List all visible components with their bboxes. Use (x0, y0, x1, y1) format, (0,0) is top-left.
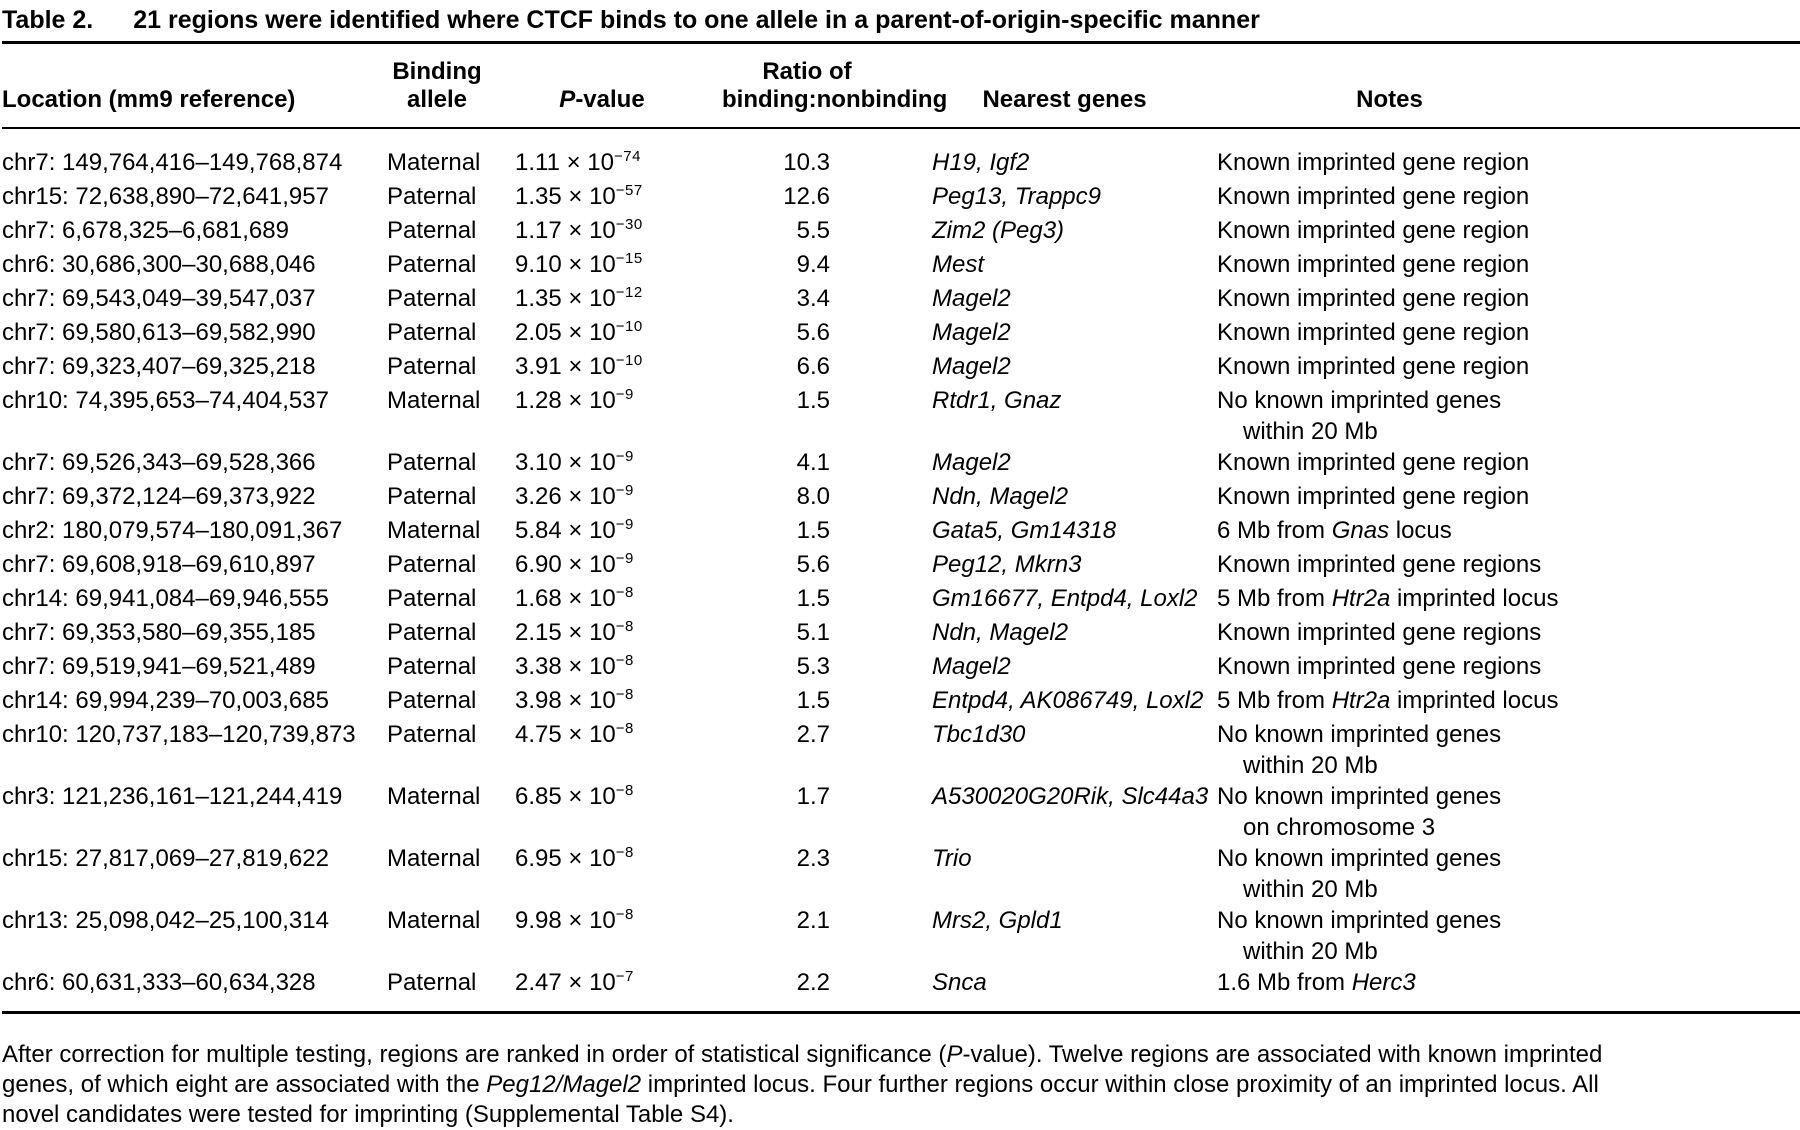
location-cell: chr7: 69,323,407–69,325,218 (2, 353, 316, 380)
binding-allele-cell: Maternal (387, 907, 481, 934)
italic-text-segment: P (946, 1041, 963, 1068)
header-binding-allele-line2: allele (406, 86, 468, 113)
column-spacer (832, 481, 932, 515)
pvalue-cell: $1.28 \times 10^{-9}$ (515, 386, 634, 414)
text-segment: Known imprinted gene region (1217, 285, 1530, 312)
text-segment: Known imprinted gene regions (1217, 551, 1542, 578)
location-cell: chr10: 74,395,653–74,404,537 (2, 387, 329, 414)
text-segment: No known imprinted genes (1217, 783, 1502, 810)
nearest-genes-cell: Magel2 (932, 285, 1011, 312)
nearest-genes-cell: A530020G20Rik, Slc44a3 (932, 783, 1209, 810)
binding-allele-cell: Paternal (387, 687, 477, 714)
pvalue-cell: $1.35 \times 10^{-57}$ (515, 182, 643, 210)
location-cell: chr2: 180,079,574–180,091,367 (2, 517, 343, 544)
location-cell: chr7: 69,580,613–69,582,990 (2, 319, 316, 346)
pvalue-cell: $2.05 \times 10^{-10}$ (515, 318, 643, 346)
nearest-genes-cell: Snca (932, 969, 987, 996)
notes-cell (1217, 215, 1800, 249)
nearest-genes-cell: Magel2 (932, 449, 1011, 476)
regions-table-body (2, 129, 1800, 1011)
regions-table (2, 44, 1800, 127)
text-segment: Known imprinted gene regions (1217, 653, 1542, 680)
text-segment: -value). Twelve regions are associated with known imprinted (962, 1041, 1603, 1068)
note-continuation-line (1217, 416, 1800, 447)
text-segment: genes, of which eight are associated with the (2, 1071, 487, 1098)
note-line (1217, 181, 1800, 212)
ratio-cell: 6.6 (796, 353, 830, 380)
location-cell: chr7: 69,543,049–39,547,037 (2, 285, 316, 312)
pvalue-cell: $9.10 \times 10^{-15}$ (515, 250, 643, 278)
binding-allele-cell: Paternal (387, 449, 477, 476)
binding-allele-cell: Paternal (387, 285, 477, 312)
ratio-cell: 5.6 (796, 551, 830, 578)
ratio-cell: 8.0 (796, 483, 830, 510)
table-row (2, 967, 1800, 1011)
table-row (2, 583, 1800, 617)
column-spacer (832, 843, 932, 905)
table-row (2, 719, 1800, 781)
column-spacer (832, 651, 932, 685)
pvalue-cell: $3.10 \times 10^{-9}$ (515, 448, 634, 476)
text-segment: within 20 Mb (1243, 876, 1378, 903)
notes-cell (1217, 905, 1800, 967)
pvalue-exponent: −8 (615, 782, 634, 799)
pvalue-cell: $2.15 \times 10^{-8}$ (515, 618, 634, 646)
table-row (2, 447, 1800, 481)
text-segment: locus (1389, 517, 1452, 544)
column-spacer (832, 283, 932, 317)
header-pvalue-rest: -value (575, 86, 645, 113)
table-row (2, 249, 1800, 283)
pvalue-cell: $1.11 \times 10^{-74}$ (515, 148, 641, 176)
pvalue-exponent: −74 (613, 148, 641, 165)
pvalue-exponent: −8 (615, 844, 634, 861)
text-segment: Known imprinted gene region (1217, 319, 1530, 346)
text-segment: within 20 Mb (1243, 418, 1378, 445)
ratio-cell: 4.1 (796, 449, 830, 476)
notes-cell (1217, 843, 1800, 905)
location-cell: chr7: 69,519,941–69,521,489 (2, 653, 316, 680)
ratio-cell: 2.1 (796, 907, 830, 934)
note-continuation-line (1217, 936, 1800, 967)
location-cell: chr7: 6,678,325–6,681,689 (2, 217, 289, 244)
text-segment: 5 Mb from (1217, 585, 1332, 612)
notes-cell (1217, 549, 1800, 583)
nearest-genes-cell: H19, Igf2 (932, 149, 1030, 176)
column-spacer (832, 719, 932, 781)
note-continuation-line (1217, 750, 1800, 781)
notes-cell (1217, 317, 1800, 351)
table-row (2, 283, 1800, 317)
nearest-genes-cell: Magel2 (932, 653, 1011, 680)
table-header (2, 44, 1800, 127)
note-line (1217, 317, 1800, 348)
ratio-cell: 12.6 (783, 183, 830, 210)
ratio-cell: 1.5 (796, 517, 830, 544)
column-spacer (832, 685, 932, 719)
binding-allele-cell: Paternal (387, 319, 477, 346)
note-line (1217, 843, 1800, 874)
pvalue-exponent: −10 (615, 318, 643, 335)
pvalue-cell: $1.17 \times 10^{-30}$ (515, 216, 643, 244)
note-line (1217, 685, 1800, 716)
column-spacer (832, 583, 932, 617)
pvalue-exponent: −7 (615, 968, 634, 985)
text-segment: No known imprinted genes (1217, 721, 1502, 748)
notes-cell (1217, 781, 1800, 843)
italic-text-segment: Htr2a (1331, 585, 1391, 612)
note-line (1217, 719, 1800, 750)
text-segment: Known imprinted gene regions (1217, 619, 1542, 646)
ratio-cell: 1.7 (796, 783, 830, 810)
table-caption-text: 21 regions were identified where CTCF binds to one allele in a parent-of-origin-specific manner (133, 6, 1260, 34)
italic-text-segment: Gnas (1331, 517, 1390, 544)
table-row (2, 549, 1800, 583)
column-spacer (832, 447, 932, 481)
nearest-genes-cell: Peg13, Trappc9 (932, 183, 1101, 210)
pvalue-exponent: −10 (615, 352, 643, 369)
table-row (2, 129, 1800, 181)
binding-allele-cell: Paternal (387, 551, 477, 578)
pvalue-exponent: −9 (615, 386, 634, 403)
column-spacer (832, 215, 932, 249)
note-line (1217, 549, 1800, 580)
binding-allele-cell: Maternal (387, 387, 481, 414)
notes-cell (1217, 967, 1800, 1011)
pvalue-exponent: −15 (615, 250, 643, 267)
table-row (2, 385, 1800, 447)
location-cell: chr14: 69,941,084–69,946,555 (2, 585, 329, 612)
note-line (1217, 651, 1800, 682)
nearest-genes-cell: Ndn, Magel2 (932, 483, 1069, 510)
binding-allele-cell: Paternal (387, 251, 477, 278)
ratio-cell: 1.5 (796, 585, 830, 612)
text-segment: After correction for multiple testing, regions are ranked in order of statistical significance ( (2, 1041, 947, 1068)
table-row (2, 317, 1800, 351)
note-line (1217, 905, 1800, 936)
table-row (2, 651, 1800, 685)
column-spacer (832, 317, 932, 351)
ratio-cell: 9.4 (796, 251, 830, 278)
note-line (1217, 781, 1800, 812)
column-spacer (832, 967, 932, 1011)
header-location: Location (mm9 reference) (2, 86, 296, 113)
pvalue-exponent: −12 (615, 284, 643, 301)
notes-cell (1217, 447, 1800, 481)
note-line (1217, 385, 1800, 416)
pvalue-cell: $2.47 \times 10^{-7}$ (515, 968, 634, 996)
table-row (2, 843, 1800, 905)
nearest-genes-cell: Peg12, Mkrn3 (932, 551, 1082, 578)
notes-cell (1217, 719, 1800, 781)
pvalue-cell: $1.35 \times 10^{-12}$ (515, 284, 643, 312)
binding-allele-cell: Maternal (387, 783, 481, 810)
location-cell: chr10: 120,737,183–120,739,873 (2, 721, 356, 748)
note-line (1217, 583, 1800, 614)
nearest-genes-cell: Magel2 (932, 353, 1011, 380)
table-row (2, 351, 1800, 385)
nearest-genes-cell: Mest (932, 251, 985, 278)
text-segment: No known imprinted genes (1217, 387, 1502, 414)
ratio-cell: 5.5 (796, 217, 830, 244)
binding-allele-cell: Paternal (387, 183, 477, 210)
nearest-genes-cell: Entpd4, AK086749, Loxl2 (932, 687, 1204, 714)
nearest-genes-cell: Tbc1d30 (932, 721, 1026, 748)
note-line (1217, 249, 1800, 280)
pvalue-exponent: −57 (615, 182, 643, 199)
binding-allele-cell: Maternal (387, 845, 481, 872)
pvalue-cell: $5.84 \times 10^{-9}$ (515, 516, 634, 544)
binding-allele-cell: Paternal (387, 353, 477, 380)
column-spacer (832, 249, 932, 283)
pvalue-exponent: −8 (615, 906, 634, 923)
location-cell: chr15: 27,817,069–27,819,622 (2, 845, 329, 872)
column-spacer (832, 617, 932, 651)
pvalue-cell: $6.95 \times 10^{-8}$ (515, 844, 634, 872)
pvalue-exponent: −8 (615, 584, 634, 601)
location-cell: chr7: 69,353,580–69,355,185 (2, 619, 316, 646)
nearest-genes-cell: Magel2 (932, 319, 1011, 346)
pvalue-exponent: −9 (615, 448, 634, 465)
text-segment: Known imprinted gene region (1217, 149, 1530, 176)
notes-cell (1217, 181, 1800, 215)
text-segment: on chromosome 3 (1243, 814, 1436, 841)
note-line (1217, 351, 1800, 382)
column-spacer (832, 351, 932, 385)
binding-allele-cell: Paternal (387, 969, 477, 996)
binding-allele-cell: Paternal (387, 653, 477, 680)
header-pvalue-italic-p: P (559, 86, 576, 113)
header-pvalue (512, 44, 722, 127)
nearest-genes-cell: Trio (932, 845, 972, 872)
text-segment: Known imprinted gene region (1217, 483, 1530, 510)
header-ratio (722, 44, 948, 127)
notes-cell (1217, 129, 1800, 181)
notes-cell (1217, 651, 1800, 685)
notes-cell (1217, 515, 1800, 549)
table-footnote (2, 1040, 1800, 1130)
text-segment: Known imprinted gene region (1217, 183, 1530, 210)
note-line (1217, 515, 1800, 546)
note-line (1217, 617, 1800, 648)
pvalue-cell: $3.38 \times 10^{-8}$ (515, 652, 634, 680)
column-spacer (832, 181, 932, 215)
location-cell: chr6: 30,686,300–30,688,046 (2, 251, 316, 278)
ratio-cell: 10.3 (783, 149, 830, 176)
italic-text-segment: Htr2a (1331, 687, 1391, 714)
pvalue-cell: $6.85 \times 10^{-8}$ (515, 782, 634, 810)
pvalue-exponent: −9 (615, 482, 634, 499)
text-segment: Known imprinted gene region (1217, 217, 1530, 244)
pvalue-exponent: −8 (615, 720, 634, 737)
header-ratio-line2: binding:nonbinding (722, 86, 948, 113)
binding-allele-cell: Maternal (387, 517, 481, 544)
note-continuation-line (1217, 874, 1800, 905)
header-notes: Notes (1356, 86, 1423, 113)
notes-cell (1217, 283, 1800, 317)
table-row (2, 515, 1800, 549)
column-spacer (832, 905, 932, 967)
text-segment: 6 Mb from (1217, 517, 1332, 544)
pvalue-cell: $9.98 \times 10^{-8}$ (515, 906, 634, 934)
table-row (2, 481, 1800, 515)
note-line (1217, 147, 1800, 178)
ratio-cell: 2.3 (796, 845, 830, 872)
pvalue-exponent: −9 (615, 516, 634, 533)
bottom-rule (2, 1011, 1800, 1014)
ratio-cell: 5.3 (796, 653, 830, 680)
ratio-cell: 3.4 (796, 285, 830, 312)
note-line (1217, 447, 1800, 478)
note-continuation-line (1217, 812, 1800, 843)
binding-allele-cell: Paternal (387, 585, 477, 612)
location-cell: chr6: 60,631,333–60,634,328 (2, 969, 316, 996)
binding-allele-cell: Paternal (387, 721, 477, 748)
text-segment: within 20 Mb (1243, 752, 1378, 779)
text-segment: novel candidates were tested for imprinting (Supplemental Table S4). (2, 1101, 734, 1128)
ratio-cell: 2.2 (796, 969, 830, 996)
footnote-line (2, 1070, 1800, 1100)
table-row (2, 215, 1800, 249)
nearest-genes-cell: Gm16677, Entpd4, Loxl2 (932, 585, 1198, 612)
header-binding-allele (382, 44, 512, 127)
binding-allele-cell: Maternal (387, 149, 481, 176)
pvalue-cell: $3.91 \times 10^{-10}$ (515, 352, 643, 380)
text-segment: Known imprinted gene region (1217, 251, 1530, 278)
table-row (2, 905, 1800, 967)
location-cell: chr14: 69,994,239–70,003,685 (2, 687, 329, 714)
notes-cell (1217, 617, 1800, 651)
ratio-cell: 5.1 (796, 619, 830, 646)
table-row (2, 617, 1800, 651)
column-spacer (832, 781, 932, 843)
pvalue-cell: $3.98 \times 10^{-8}$ (515, 686, 634, 714)
notes-cell (1217, 481, 1800, 515)
text-segment: Known imprinted gene region (1217, 353, 1530, 380)
text-segment: No known imprinted genes (1217, 907, 1502, 934)
location-cell: chr7: 149,764,416–149,768,874 (2, 149, 343, 176)
column-spacer (832, 385, 932, 447)
text-segment: within 20 Mb (1243, 938, 1378, 965)
table-row (2, 181, 1800, 215)
note-line (1217, 215, 1800, 246)
notes-cell (1217, 583, 1800, 617)
location-cell: chr7: 69,372,124–69,373,922 (2, 483, 316, 510)
nearest-genes-cell: Mrs2, Gpld1 (932, 907, 1063, 934)
nearest-genes-cell: Gata5, Gm14318 (932, 517, 1117, 544)
column-spacer (832, 549, 932, 583)
table-number-label: Table 2. (2, 6, 94, 34)
header-nearest-genes: Nearest genes (982, 86, 1147, 113)
table-row (2, 685, 1800, 719)
italic-text-segment: Peg12/Magel2 (486, 1071, 642, 1098)
pvalue-exponent: −8 (615, 618, 634, 635)
location-cell: chr7: 69,608,918–69,610,897 (2, 551, 316, 578)
footnote-line (2, 1100, 1800, 1130)
header-binding-allele-line1: Binding (392, 58, 482, 85)
binding-allele-cell: Paternal (387, 483, 477, 510)
pvalue-exponent: −30 (615, 216, 643, 233)
text-segment: 5 Mb from (1217, 687, 1332, 714)
notes-cell (1217, 351, 1800, 385)
pvalue-cell: $3.26 \times 10^{-9}$ (515, 482, 634, 510)
notes-cell (1217, 249, 1800, 283)
table-row (2, 781, 1800, 843)
text-segment: imprinted locus (1390, 687, 1559, 714)
footnote-line (2, 1040, 1800, 1070)
pvalue-exponent: −8 (615, 652, 634, 669)
table-caption (2, 0, 1800, 35)
text-segment: No known imprinted genes (1217, 845, 1502, 872)
notes-cell (1217, 685, 1800, 719)
text-segment: imprinted locus (1390, 585, 1559, 612)
location-cell: chr15: 72,638,890–72,641,957 (2, 183, 329, 210)
nearest-genes-cell: Zim2 (Peg3) (932, 217, 1065, 244)
header-row (2, 44, 1800, 127)
location-cell: chr3: 121,236,161–121,244,419 (2, 783, 343, 810)
location-cell: chr7: 69,526,343–69,528,366 (2, 449, 316, 476)
ratio-cell: 1.5 (796, 687, 830, 714)
column-spacer (832, 129, 932, 181)
binding-allele-cell: Paternal (387, 619, 477, 646)
text-segment: imprinted locus. Four further regions occur within close proximity of an imprinted locus. All (641, 1071, 1599, 1098)
pvalue-cell: $4.75 \times 10^{-8}$ (515, 720, 634, 748)
pvalue-exponent: −9 (615, 550, 634, 567)
text-segment: 1.6 Mb from (1217, 969, 1352, 996)
ratio-cell: 5.6 (796, 319, 830, 346)
note-line (1217, 481, 1800, 512)
pvalue-cell: $1.68 \times 10^{-8}$ (515, 584, 634, 612)
notes-cell (1217, 385, 1800, 447)
note-line (1217, 283, 1800, 314)
text-segment: Known imprinted gene region (1217, 449, 1530, 476)
column-spacer (832, 515, 932, 549)
header-ratio-line1: Ratio of (762, 58, 852, 85)
note-line (1217, 967, 1800, 998)
binding-allele-cell: Paternal (387, 217, 477, 244)
ratio-cell: 2.7 (796, 721, 830, 748)
ratio-cell: 1.5 (796, 387, 830, 414)
table-body (2, 129, 1800, 1011)
pvalue-exponent: −8 (615, 686, 634, 703)
italic-text-segment: Herc3 (1351, 969, 1416, 996)
pvalue-cell: $6.90 \times 10^{-9}$ (515, 550, 634, 578)
location-cell: chr13: 25,098,042–25,100,314 (2, 907, 329, 934)
nearest-genes-cell: Rtdr1, Gnaz (932, 387, 1062, 414)
nearest-genes-cell: Ndn, Magel2 (932, 619, 1069, 646)
